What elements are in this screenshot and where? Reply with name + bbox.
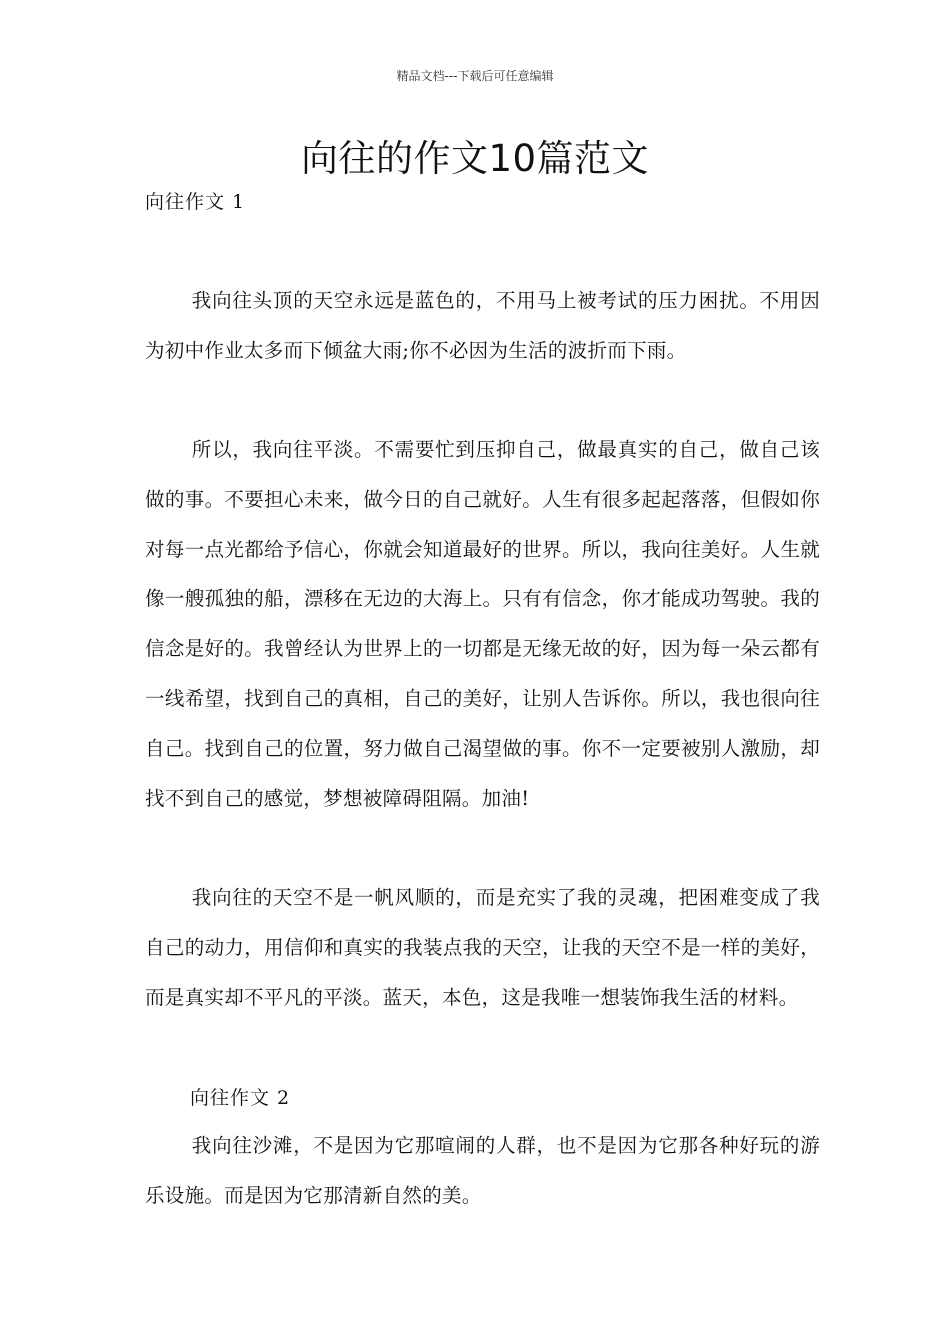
paragraph-3: 我向往的天空不是一帆风顺的，而是充实了我的灵魂，把困难变成了我自己的动力，用信仰和真实的我装点我的天空，让我的天空不是一样的美好，而是真实却不平凡的平淡。蓝天，本色，这是我唯一想装饰我生活的材料。 [145, 886, 820, 1009]
paragraph-1: 我向往头顶的天空永远是蓝色的，不用马上被考试的压力困扰。不用因为初中作业太多而下倾盆大雨;你不必因为生活的波折而下雨。 [145, 289, 820, 362]
section-heading-1: 向往作文 1 [145, 191, 246, 213]
paragraph-4: 我向往沙滩，不是因为它那喧闹的人群，也不是因为它那各种好玩的游乐设施。而是因为它那清新自然的美。 [145, 1134, 820, 1207]
header-note: 精品文档---下载后可任意编辑 [396, 69, 554, 83]
paragraph-2: 所以，我向往平淡。不需要忙到压抑自己，做最真实的自己，做自己该做的事。不要担心未来，做今日的自己就好。人生有很多起起落落，但假如你对每一点光都给予信心，你就会知道最好的世界。所以，我向往美好。人生就像一艘孤独的船，漂移在无边的大海上。只有有信念，你才能成功驾驶。我的信念是好的。我曾经认为世界上的一切都是无缘无故的好，因为每一朵云都有一线希望，找到自己的真相，自己的美好，让别人告诉你。所以，我也很向往自己。找到自己的位置，努力做自己渴望做的事。你不一定要被别人激励，却找不到自己的感觉，梦想被障碍阻隔。加油! [145, 438, 820, 810]
section-heading-2: 向往作文 2 [190, 1087, 291, 1109]
document-title: 向往的作文10篇范文 [300, 137, 650, 180]
